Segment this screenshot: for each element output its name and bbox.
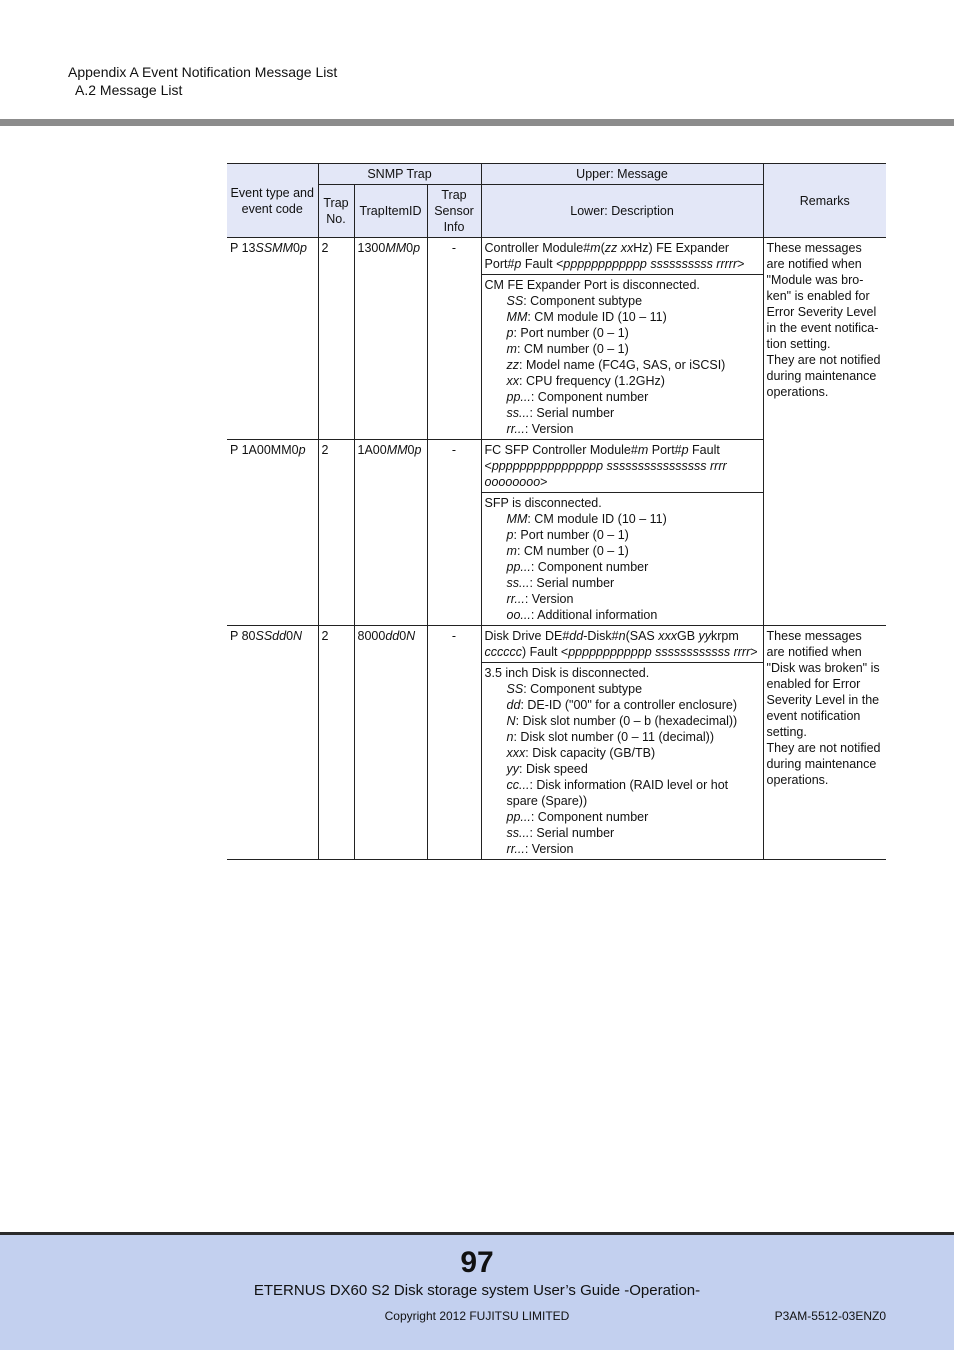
col-header-description: Lower: Description	[481, 185, 763, 238]
trap-item-id-cell: 1A00MM0p	[354, 440, 427, 626]
manual-title: ETERNUS DX60 S2 Disk storage system User’s Guide -Operation-	[253, 1282, 701, 1299]
page-number: 97	[460, 1246, 494, 1279]
event-code-cell: P 13SSMM0p	[227, 238, 318, 440]
trap-item-id-cell: 1300MM0p	[354, 238, 427, 440]
trap-item-id-cell: 8000dd0N	[354, 626, 427, 860]
description-cell: CM FE Expander Port is disconnected. SS: Component subtype MM: CM module ID (10 – 11) p: Port number (0 – 1) m: CM number (0 – 1) zz: Model name (FC4G, SAS, or iSCSI) xx: CPU frequency (1.2GHz) pp...: Component number ss...: Serial number rr...: Version	[481, 275, 763, 440]
message-table	[227, 163, 886, 860]
header-rule	[0, 119, 954, 126]
trap-sensor-cell: -	[427, 440, 481, 626]
table-row	[227, 238, 886, 275]
col-header-snmp-trap: SNMP Trap	[318, 164, 481, 185]
footer-rule	[0, 1232, 954, 1235]
description-cell: 3.5 inch Disk is disconnected. SS: Component subtype dd: DE-ID ("00" for a controller enclosure) N: Disk slot number (0 – b (hexadecimal)) n: Disk slot number (0 – 11 (decimal)) xxx: Disk capacity (GB/TB) yy: Disk speed cc...: Disk information (RAID level or hot spare (Spare)) pp...: Component number ss...: Serial number rr...: Version	[481, 663, 763, 860]
message-cell: Controller Module#m(zz xxHz) FE Expander Port#p Fault <pppppppppppp ssssssssss rrrrr>	[481, 238, 763, 275]
copyright: Copyright 2012 FUJITSU LIMITED	[384, 1309, 570, 1323]
col-header-trap-sensor-info: Trap Sensor Info	[427, 185, 481, 238]
header-chapter: Appendix A Event Notification Message List	[68, 64, 338, 80]
trap-sensor-cell: -	[427, 238, 481, 440]
remarks-cell: These messages are notified when "Disk was broken" is enabled for Error Severity Level in the event notification setting. They are not notified during maintenance operations.	[763, 626, 886, 860]
trap-no-cell: 2	[318, 440, 354, 626]
col-header-trap-item-id: TrapItemID	[354, 185, 427, 238]
col-header-event-code: Event type and event code	[227, 164, 318, 238]
event-code-cell: P 80SSdd0N	[227, 626, 318, 860]
trap-no-cell: 2	[318, 626, 354, 860]
message-cell: Disk Drive DE#dd-Disk#n(SAS xxxGB yykrpm cccccc) Fault <pppppppppppp ssssssssssss rrrr>	[481, 626, 763, 663]
header-section: A.2 Message List	[75, 82, 183, 98]
message-cell: FC SFP Controller Module#m Port#p Fault <pppppppppppppppp ssssssssssssssss rrrr oooooooo>	[481, 440, 763, 493]
table-row	[227, 626, 886, 663]
running-header	[68, 63, 337, 99]
col-header-remarks: Remarks	[763, 164, 886, 238]
page-footer	[0, 1232, 954, 1350]
trap-sensor-cell: -	[427, 626, 481, 860]
description-cell: SFP is disconnected. MM: CM module ID (10 – 11) p: Port number (0 – 1) m: CM number (0 – 1) pp...: Component number ss...: Serial number rr...: Version oo...: Additional information	[481, 493, 763, 626]
trap-no-cell: 2	[318, 238, 354, 440]
col-header-trap-no: Trap No.	[318, 185, 354, 238]
remarks-cell: These messages are notified when "Module was bro-ken" is enabled for Error Severity Level in the event notifica-tion setting. They are not notified during maintenance operations.	[763, 238, 886, 626]
event-code-cell: P 1A00MM0p	[227, 440, 318, 626]
document-code: P3AM-5512-03ENZ0	[774, 1309, 886, 1323]
col-header-message: Upper: Message	[481, 164, 763, 185]
